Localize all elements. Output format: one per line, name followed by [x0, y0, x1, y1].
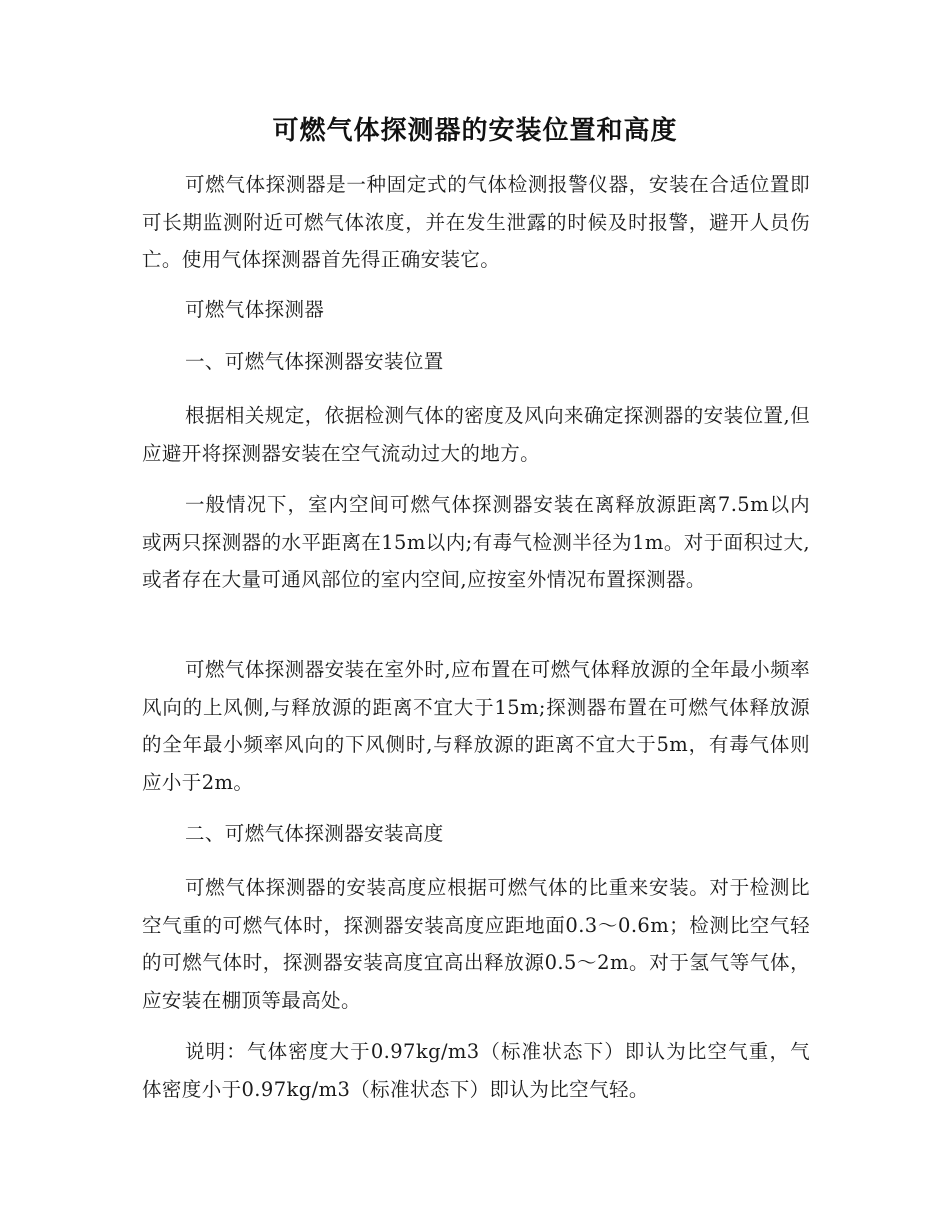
section1-paragraph-3: 可燃气体探测器安装在室外时,应布置在可燃气体释放源的全年最小频率风向的上风侧,与释放源的距离不宜大于15m;探测器布置在可燃气体释放源的全年最小频率风向的下风侧时,与释放源的距离不宜大于5m，有毒气体则应小于2m。	[142, 658, 810, 794]
intro-paragraph: 可燃气体探测器是一种固定式的气体检测报警仪器，安装在合适位置即可长期监测附近可燃气体浓度，并在发生泄露的时候及时报警，避开人员伤亡。使用气体探测器首先得正确安装它。	[142, 173, 810, 271]
section2-paragraph-1: 可燃气体探测器的安装高度应根据可燃气体的比重来安装。对于检测比空气重的可燃气体时，探测器安装高度应距地面0.3～0.6m；检测比空气轻的可燃气体时，探测器安装高度宜高出释放源0.5～2m。对于氢气等气体，应安装在棚顶等最高处。	[142, 876, 810, 1012]
section2-heading: 二、可燃气体探测器安装高度	[185, 822, 444, 845]
note-paragraph: 说明：气体密度大于0.97kg/m3（标准状态下）即认为比空气重，气体密度小于0.97kg/m3（标准状态下）即认为比空气轻。	[142, 1040, 810, 1101]
document-title: 可燃气体探测器的安装位置和高度	[272, 116, 678, 146]
section1-heading: 一、可燃气体探测器安装位置	[185, 350, 444, 373]
subject-label: 可燃气体探测器	[185, 298, 325, 321]
section1-paragraph-1: 根据相关规定，依据检测气体的密度及风向来确定探测器的安装位置,但应避开将探测器安装在空气流动过大的地方。	[142, 404, 810, 465]
section1-paragraph-2: 一般情况下，室内空间可燃气体探测器安装在离释放源距离7.5m以内或两只探测器的水平距离在15m以内;有毒气检测半径为1m。对于面积过大,或者存在大量可通风部位的室内空间,应按室外情况布置探测器。	[142, 493, 810, 591]
